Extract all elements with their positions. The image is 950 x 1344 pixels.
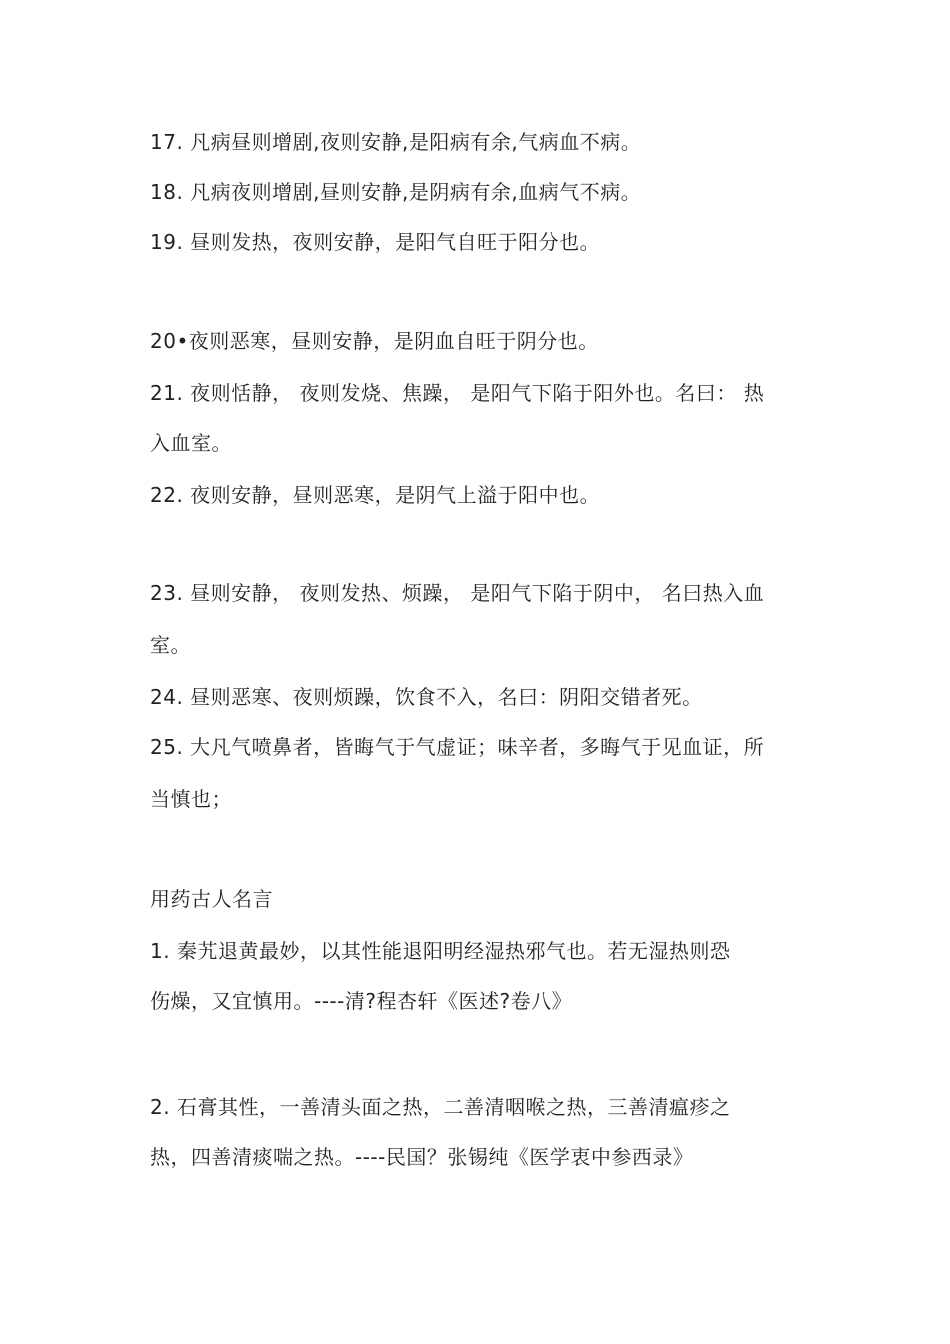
quote-2: 2. 石膏其性，一善清头面之热，二善清咽喉之热，三善清瘟疹之 [150,1095,731,1119]
text-line-21: 21. 夜则恬静， 夜则发烧、焦躁， 是阳气下陷于阳外也。名曰： 热 [150,381,765,405]
text-line-23: 23. 昼则安静， 夜则发热、烦躁， 是阳气下陷于阴中， 名曰热入血 [150,581,765,605]
quote-2-cont: 热，四善清痰喘之热。----民国？张锡纯《医学衷中参西录》 [150,1145,694,1169]
text-line-23-cont: 室。 [150,633,191,657]
section-heading: 用药古人名言 [150,887,273,911]
text-line-21-cont: 入血室。 [150,431,232,455]
quote-1: 1. 秦艽退黄最妙，以其性能退阳明经湿热邪气也。若无湿热则恐 [150,939,731,963]
text-line-18: 18. 凡病夜则增剧,昼则安静,是阴病有余,血病气不病。 [150,180,642,204]
text-line-17: 17. 凡病昼则增剧,夜则安静,是阳病有余,气病血不病。 [150,130,642,154]
text-line-22: 22. 夜则安静，昼则恶寒，是阴气上溢于阳中也。 [150,483,601,507]
quote-1-cont: 伤燥，又宜慎用。----清?程杏轩《医述?卷八》 [150,989,573,1013]
text-line-25: 25. 大凡气喷鼻者，皆晦气于气虚证；味辛者，多晦气于见血证，所 [150,735,765,759]
text-line-19: 19. 昼则发热，夜则安静，是阳气自旺于阳分也。 [150,230,601,254]
text-line-24: 24. 昼则恶寒、夜则烦躁，饮食不入，名曰：阴阳交错者死。 [150,685,703,709]
text-line-20: 20•夜则恶寒，昼则安静，是阴血自旺于阴分也。 [150,329,599,353]
text-line-25-cont: 当慎也； [150,787,232,811]
